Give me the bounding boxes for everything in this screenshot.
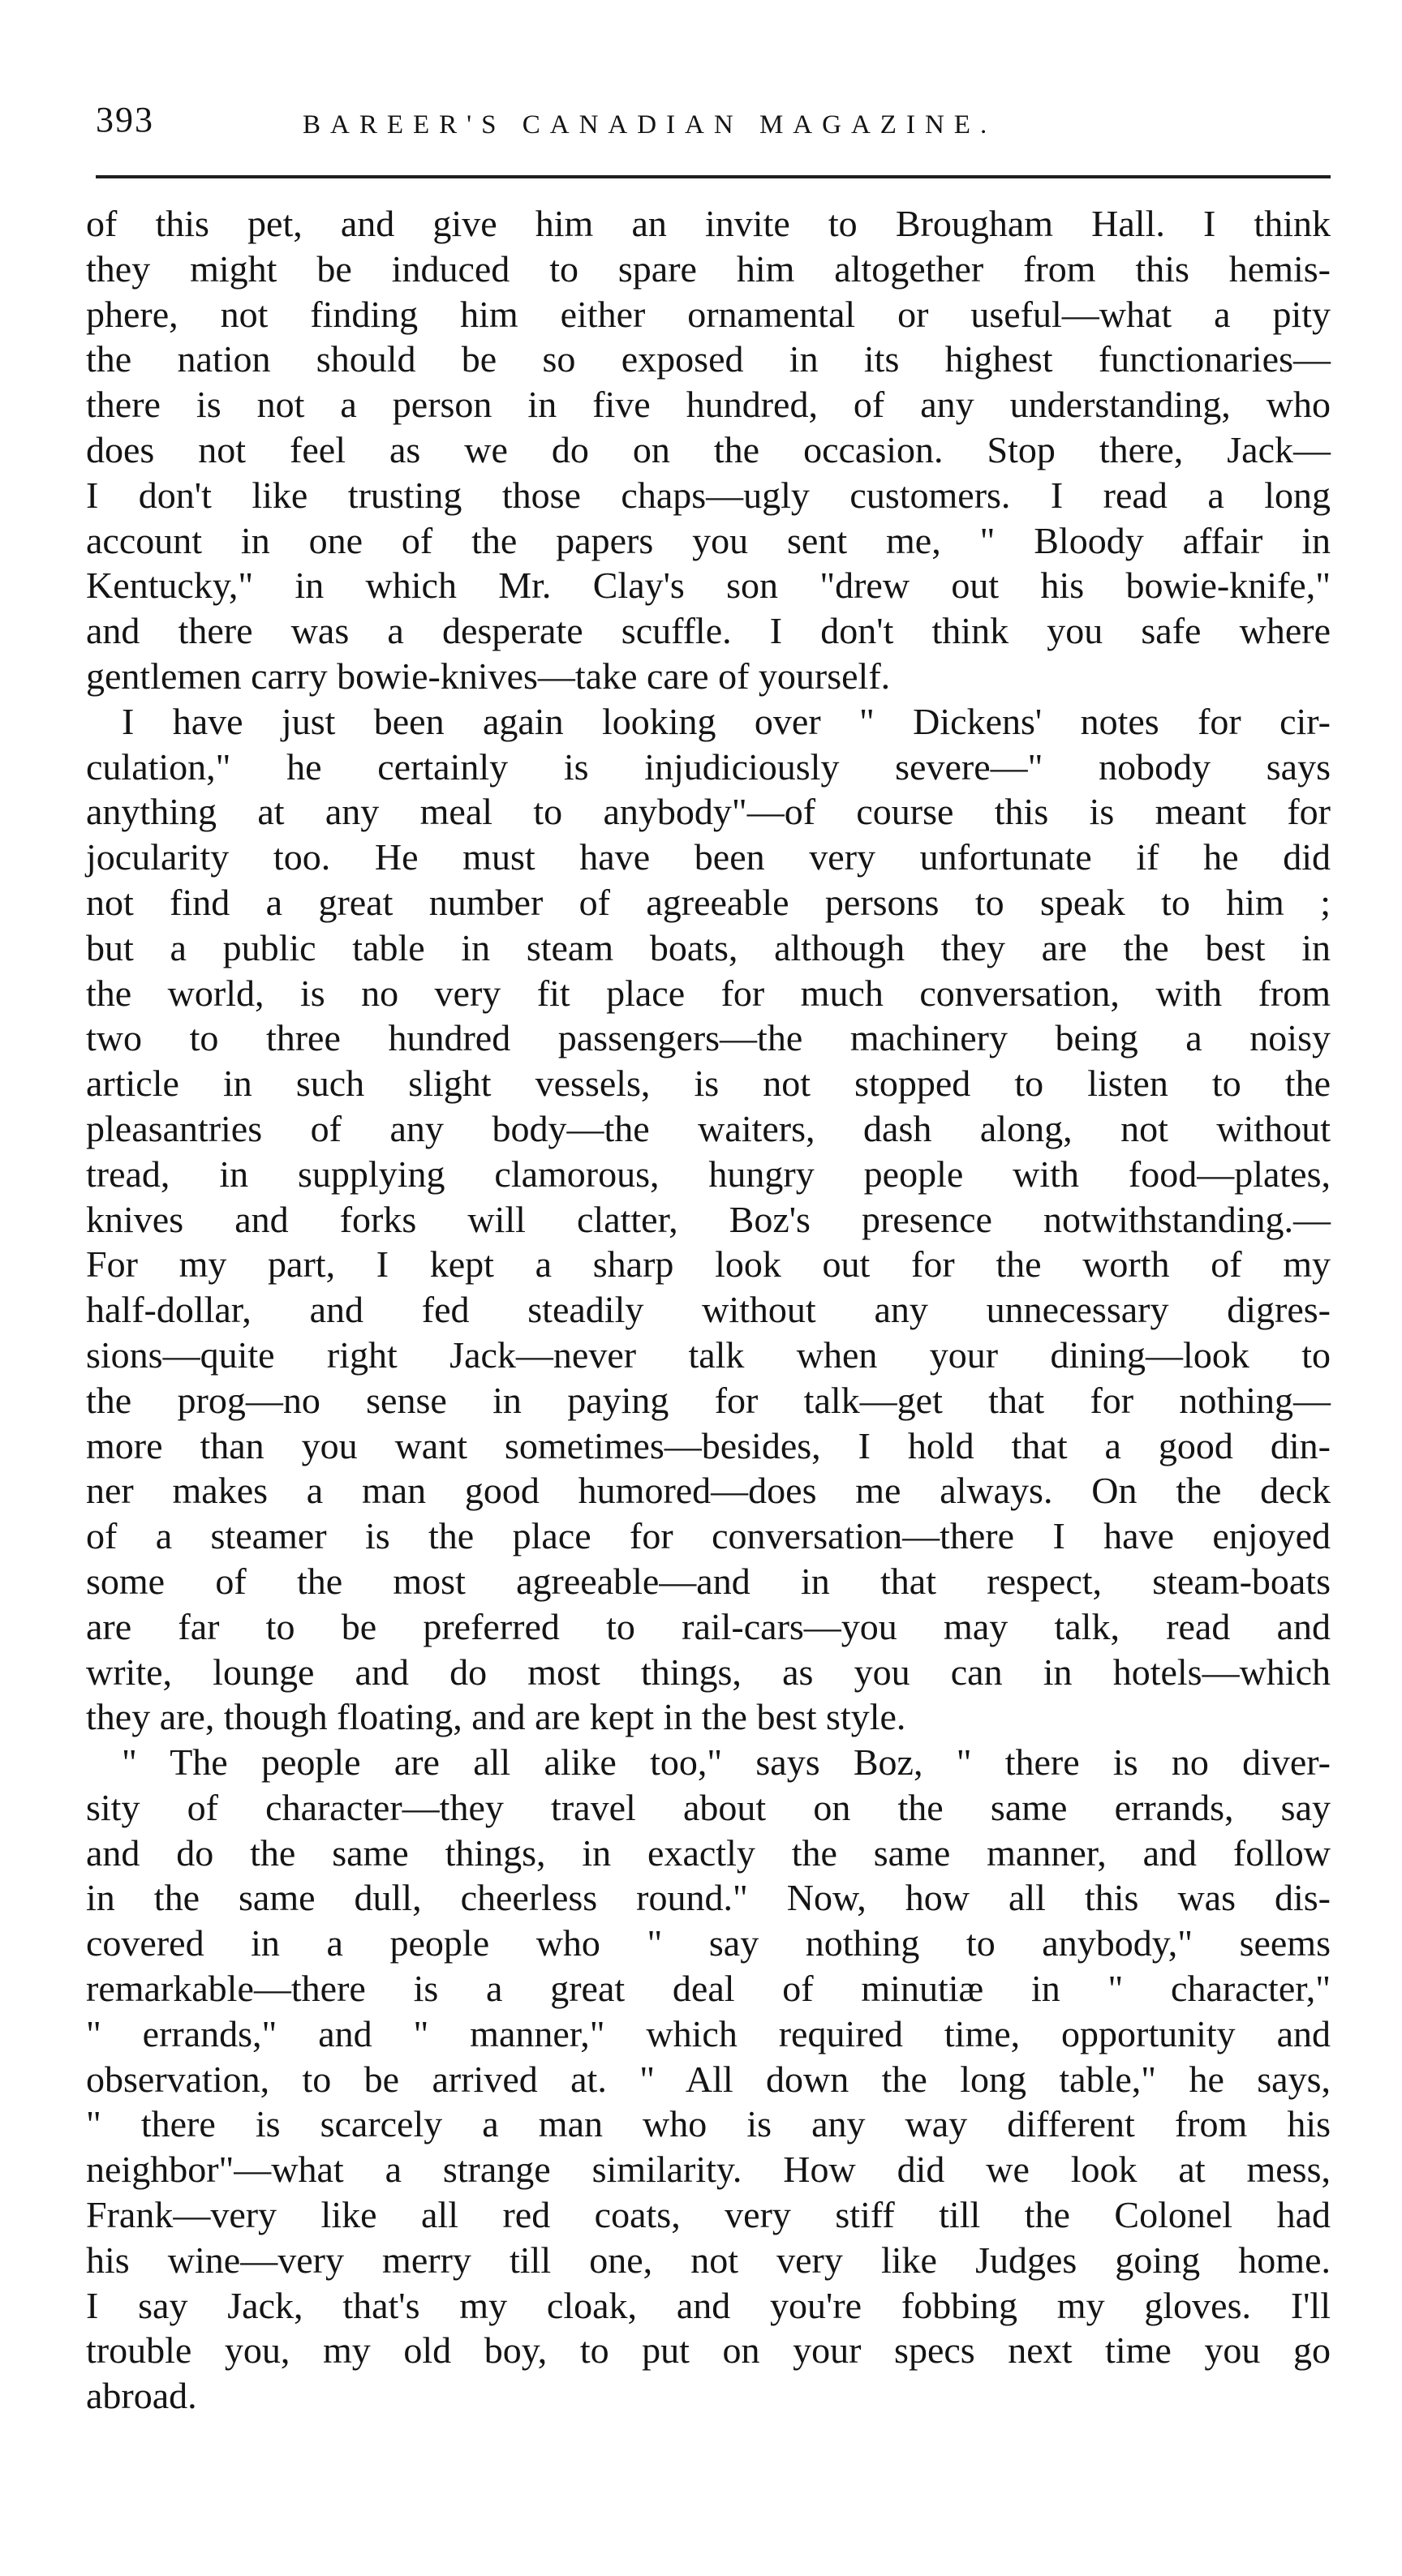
paragraph-2 xyxy=(86,699,1331,1740)
text-line: remarkable—there is a great deal of minutiæ in " character," xyxy=(86,1968,1331,2010)
text-line: but a public table in steam boats, although they are the best in xyxy=(86,926,1331,968)
text-line: abroad. xyxy=(86,2375,197,2417)
text-line: article in such slight vessels, is not stopped to listen to the xyxy=(86,1063,1331,1105)
text-line: jocularity too. He must have been very unfortunate if he did xyxy=(86,836,1331,878)
page-number: 393 xyxy=(96,100,154,140)
text-line: anything at any meal to anybody"—of course this is meant for xyxy=(86,791,1331,833)
text-line: pleasantries of any body—the waiters, dash along, not without xyxy=(86,1107,1331,1149)
text-line: they might be induced to spare him altogether from this hemis- xyxy=(86,247,1331,290)
text-line: are far to be preferred to rail-cars—you may talk, read and xyxy=(86,1605,1331,1647)
text-line: Frank—very like all red coats, very stiff till the Colonel had xyxy=(86,2194,1331,2236)
paragraph-1 xyxy=(86,201,1331,699)
text-line: they are, though floating, and are kept in the best style. xyxy=(86,1696,906,1738)
text-line: phere, not finding him either ornamental or useful—what a pity xyxy=(86,293,1331,335)
text-line: there is not a person in five hundred, of any understanding, who xyxy=(86,384,1331,426)
text-line: and do the same things, in exactly the same manner, and follow xyxy=(86,1831,1331,1874)
text-line: For my part, I kept a sharp look out for the worth of my xyxy=(86,1243,1331,1286)
text-line: covered in a people who " say nothing to anybody," seems xyxy=(86,1922,1331,1964)
text-line: gentlemen carry bowie-knives—take care of yourself. xyxy=(86,655,891,697)
text-line: of this pet, and give him an invite to Brougham Hall. I think xyxy=(86,203,1331,244)
text-line: of a steamer is the place for conversation—there I have enjoyed xyxy=(86,1515,1331,1557)
text-line: trouble you, my old boy, to put on your specs next time you go xyxy=(86,2329,1331,2372)
text-line: not find a great number of agreeable persons to speak to him ; xyxy=(86,881,1331,923)
text-line: " errands," and " manner," which required time, opportunity and xyxy=(86,2012,1331,2054)
text-line: the world, is no very fit place for much conversation, with from xyxy=(86,972,1331,1014)
text-line: more than you want sometimes—besides, I hold that a good din- xyxy=(86,1424,1331,1466)
text-line: neighbor"—what a strange similarity. How did we look at mess, xyxy=(86,2149,1331,2191)
article-body xyxy=(86,201,1331,2419)
text-line: in the same dull, cheerless round." Now, how all this was dis- xyxy=(86,1877,1331,1919)
text-line: sity of character—they travel about on the same errands, say xyxy=(86,1786,1331,1828)
text-line: knives and forks will clatter, Boz's presence notwithstanding.— xyxy=(86,1198,1331,1240)
text-line: does not feel as we do on the occasion. Stop there, Jack— xyxy=(86,428,1331,470)
text-line: I have just been again looking over " Dickens' notes for cir- xyxy=(122,700,1331,742)
text-line: account in one of the papers you sent me, " Bloody affair in xyxy=(86,519,1331,561)
text-line: culation," he certainly is injudiciously severe—" nobody says xyxy=(86,745,1331,788)
text-line: and there was a desperate scuffle. I don't think you safe where xyxy=(86,610,1331,652)
text-line: two to three hundred passengers—the machinery being a noisy xyxy=(86,1017,1331,1059)
text-line: " The people are all alike too," says Boz, " there is no diver- xyxy=(122,1741,1331,1784)
text-line: ner makes a man good humored—does me always. On the deck xyxy=(86,1470,1331,1512)
text-line: some of the most agreeable—and in that respect, steam-boats xyxy=(86,1560,1331,1602)
text-line: " there is scarcely a man who is any way different from his xyxy=(86,2103,1331,2145)
header-rule xyxy=(96,175,1331,178)
text-line: Kentucky," in which Mr. Clay's son "drew out his bowie-knife," xyxy=(86,565,1331,607)
paragraph-3 xyxy=(86,1740,1331,2419)
text-line: half-dollar, and fed steadily without any unnecessary digres- xyxy=(86,1289,1331,1331)
running-header xyxy=(96,96,1329,144)
text-line: sions—quite right Jack—never talk when your dining—look to xyxy=(86,1333,1331,1376)
text-line: tread, in supplying clamorous, hungry people with food—plates, xyxy=(86,1153,1331,1195)
text-line: the nation should be so exposed in its highest functionaries— xyxy=(86,338,1331,380)
text-line: write, lounge and do most things, as you can in hotels—which xyxy=(86,1651,1331,1693)
text-line: his wine—very merry till one, not very like Judges going home. xyxy=(86,2239,1331,2281)
magazine-title: BAREER'S CANADIAN MAGAZINE. xyxy=(303,110,997,140)
text-line: I don't like trusting those chaps—ugly customers. I read a long xyxy=(86,474,1331,516)
text-line: observation, to be arrived at. " All down the long table," he says, xyxy=(86,2058,1331,2100)
text-line: I say Jack, that's my cloak, and you're fobbing my gloves. I'll xyxy=(86,2284,1331,2326)
text-line: the prog—no sense in paying for talk—get that for nothing— xyxy=(86,1379,1331,1421)
